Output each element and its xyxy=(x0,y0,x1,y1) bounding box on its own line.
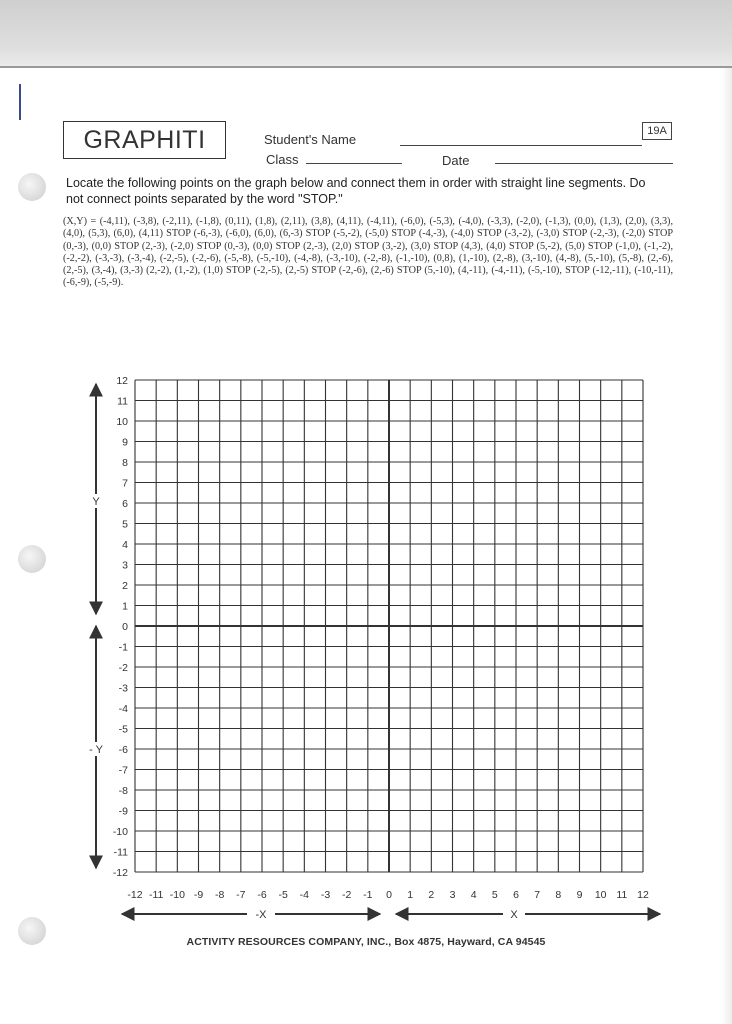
worksheet-code-badge: 19A xyxy=(642,122,672,140)
y-tick-label: 2 xyxy=(122,580,128,592)
y-tick-label: 1 xyxy=(122,600,128,613)
y-tick-label: -10 xyxy=(112,826,128,838)
x-positive-label: X xyxy=(510,909,518,921)
y-tick-label: -12 xyxy=(112,867,128,879)
y-tick-label: -5 xyxy=(118,723,128,736)
y-tick-label: -11 xyxy=(113,846,128,859)
x-tick-label: 5 xyxy=(491,889,498,901)
y-tick-label: 7 xyxy=(122,477,128,490)
student-name-label: Student's Name xyxy=(264,132,357,147)
x-tick-label: -8 xyxy=(214,889,225,901)
x-tick-label: 4 xyxy=(470,889,477,901)
x-tick-label: 7 xyxy=(534,889,541,901)
y-tick-label: 0 xyxy=(122,621,128,633)
x-tick-label: 9 xyxy=(576,889,583,901)
publisher-footer: ACTIVITY RESOURCES COMPANY, INC., Box 4875, Hayward, CA 94545 xyxy=(186,936,546,948)
y-tick-label: 12 xyxy=(116,375,128,387)
y-tick-label: 11 xyxy=(117,395,128,408)
x-tick-label: 11 xyxy=(616,889,628,901)
x-tick-label: -3 xyxy=(320,889,331,901)
y-tick-label: 3 xyxy=(122,559,128,572)
x-tick-label: 12 xyxy=(637,889,649,901)
y-tick-label: -8 xyxy=(118,785,128,797)
y-tick-label: 10 xyxy=(116,416,128,428)
y-tick-label: -4 xyxy=(118,703,128,715)
x-tick-label: 3 xyxy=(449,889,456,901)
y-tick-label: -9 xyxy=(118,805,128,818)
x-tick-label: -4 xyxy=(299,889,310,901)
x-negative-label: -X xyxy=(255,909,267,921)
worksheet-title: GRAPHITI xyxy=(63,121,226,159)
y-tick-label: -6 xyxy=(118,744,128,756)
date-label: Date xyxy=(442,153,470,168)
x-tick-label: 0 xyxy=(386,889,392,901)
x-tick-label: -9 xyxy=(193,889,204,901)
class-label: Class xyxy=(266,152,299,167)
x-tick-label: 1 xyxy=(407,889,414,901)
x-tick-label: 2 xyxy=(428,889,435,901)
instructions-text: Locate the following points on the graph below and connect them in order with straight line segments. Do not connect points separated by the word "STOP." xyxy=(66,176,646,206)
x-tick-label: -10 xyxy=(169,889,185,901)
x-tick-label: 10 xyxy=(594,889,607,901)
y-tick-label: -7 xyxy=(118,764,128,777)
x-tick-label: -11 xyxy=(148,889,164,901)
y-tick-label: -2 xyxy=(118,662,128,674)
x-tick-label: 8 xyxy=(555,889,562,901)
x-tick-label: -2 xyxy=(341,889,352,901)
y-tick-label: 8 xyxy=(122,457,128,469)
x-tick-label: -7 xyxy=(236,889,246,901)
y-tick-label: -1 xyxy=(118,641,128,654)
y-tick-label: -3 xyxy=(118,682,128,695)
y-tick-label: 5 xyxy=(122,518,128,531)
x-tick-label: 6 xyxy=(513,889,519,901)
x-tick-label: -1 xyxy=(363,889,373,901)
y-tick-label: 9 xyxy=(122,436,128,449)
points-list: (X,Y) = (-4,11), (-3,8), (-2,11), (-1,8), (0,11), (1,8), (2,11), (3,8), (4,11), (-4,11), (-6,0), (-5,3), (-4,0), (-3,3), (-2,0), (-1,3), (0,0), (1,3), (2,0), (3,3), (4,0), (5,3), (6,0), (4,11) STOP (-6,-3), (-6,0), (6,0), (6,-3) STOP (-5,-2), (-5,0) STOP (-4,-3), (-4,0) STOP (-3,-2), (-3,0) STOP (-2,-3), (-2,0) STOP (0,-3), (0,0) STOP (2,-3), (-2,0) STOP (0,-3), (0,0) STOP (2,-3), (2,0) STOP (3,-2), (3,0) STOP (4,3), (4,0) STOP (5,-2), (5,0) STOP (-1,0), (-1,-2), (-2,-2), (-3,-3), (-3,-4), (-2,-5), (-2,-6), (-5,-8), (-5,-10), (-4,-8), (-3,-10), (-2,-8), (-1,-10), (0,8), (1,-10), (2,-8), (3,-10), (4,-8), (5,-10), (5,-8), (2,-6), (2,-5), (3,-4), (3,-3) (2,-2), (1,-2), (1,0) STOP (-2,-5), (2,-5) STOP (-2,-6), (2,-6) STOP (5,-10), (4,-11), (-4,-11), (-5,-10), STOP (-12,-11), (-10,-11), (-6,-9), (-5,-9). xyxy=(63,216,673,289)
x-tick-label: -12 xyxy=(127,889,143,901)
x-tick-label: -6 xyxy=(257,889,267,901)
y-negative-label: - Y xyxy=(89,744,103,756)
y-tick-label: 6 xyxy=(122,498,128,510)
y-positive-label: Y xyxy=(92,496,100,508)
y-tick-label: 4 xyxy=(122,539,128,551)
x-tick-label: -5 xyxy=(278,889,288,901)
